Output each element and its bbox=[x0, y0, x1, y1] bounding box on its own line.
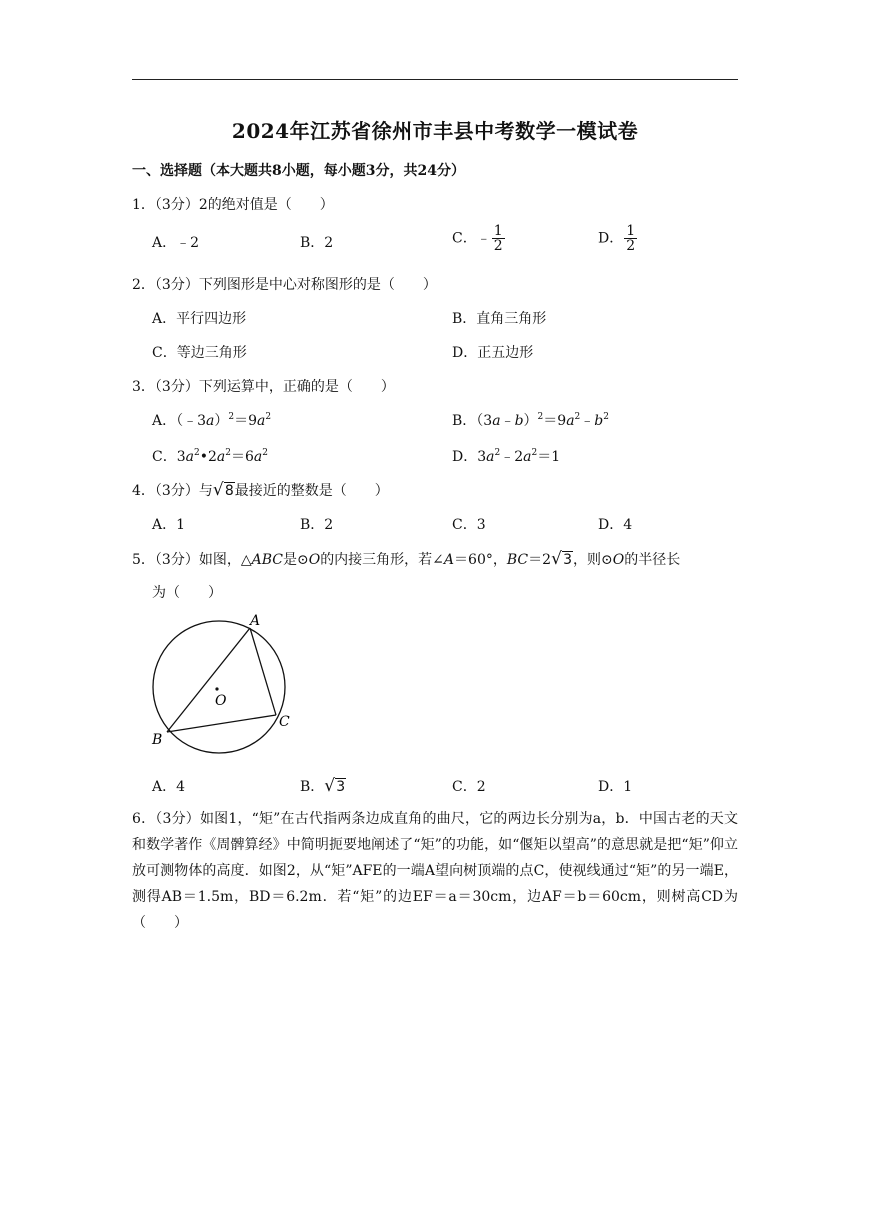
q5-var: BC bbox=[506, 552, 529, 568]
q1-option-c-label: C．﹣ bbox=[452, 230, 491, 247]
q1-option-d-label: D． bbox=[598, 230, 624, 247]
q5-option-c: C．2 bbox=[452, 779, 486, 795]
side-ab bbox=[167, 628, 250, 732]
q5-var: O bbox=[308, 552, 321, 568]
radical-sign-icon: √ bbox=[551, 549, 562, 569]
question-3-stem: 3．（3分）下列运算中，正确的是（ ） bbox=[132, 379, 395, 395]
q1-option-a: A．﹣2 bbox=[152, 235, 200, 251]
circumcircle bbox=[153, 621, 285, 753]
q4-stem-start: 4．（3分）与 bbox=[132, 483, 213, 499]
q2-option-c: C．等边三角形 bbox=[152, 345, 247, 361]
header-rule bbox=[132, 79, 738, 80]
sqrt-3 bbox=[324, 776, 346, 796]
fraction-numerator: 1 bbox=[626, 223, 636, 239]
label-o: O bbox=[215, 693, 227, 709]
fraction-denominator: 2 bbox=[493, 238, 503, 254]
q5-option-a: A．4 bbox=[152, 779, 186, 795]
q5-text: 5．（3分）如图，△ bbox=[132, 552, 252, 568]
side-bc bbox=[167, 715, 276, 732]
q4-option-c: C．3 bbox=[452, 517, 486, 533]
radicand: 8 bbox=[224, 483, 234, 499]
q1-option-c bbox=[452, 224, 506, 253]
q4-option-a: A．1 bbox=[152, 517, 186, 533]
q5-text: ，则⊙ bbox=[572, 552, 613, 568]
q5-var: ABC bbox=[251, 552, 283, 568]
q3-option-a: A．$(﹣3a)^2=9a^2$ bbox=[152, 412, 272, 429]
question-1-stem: 1．（3分）2的绝对值是（ ） bbox=[132, 197, 334, 213]
radical-sign-icon: √ bbox=[324, 776, 336, 796]
sqrt-8 bbox=[212, 480, 235, 500]
fraction-numerator: 1 bbox=[493, 223, 503, 239]
question-5-line-2: 为（ ） bbox=[152, 585, 222, 601]
radicand: 3 bbox=[563, 552, 572, 568]
question-5-line-1 bbox=[132, 549, 680, 569]
q5-option-b-label: B． bbox=[300, 779, 325, 795]
q2-option-d: D．正五边形 bbox=[452, 345, 534, 361]
circle-triangle-figure bbox=[140, 608, 310, 758]
question-6-text: 6．（3分）如图1，“矩”在古代指两条边成直角的曲尺，它的两边长分别为a，b．中国古老的天文和数学著作《周髀算经》中简明扼要地阐述了“矩”的功能，如“偃矩以望高”的意思就是把“矩”仰立放可测物体的高度．如图2，从“矩”AFE的一端A望向树顶端的点C，使视线通过“矩”的另一端E，测得AB＝1.5m，BD＝6.2m．若“矩”的边EF＝a＝30cm，边AF＝b＝60cm，则树高CD为（ ） bbox=[132, 811, 738, 931]
q1-option-d-fraction bbox=[624, 224, 637, 253]
q2-option-b: B．直角三角形 bbox=[452, 311, 547, 327]
q5-option-b bbox=[300, 776, 346, 796]
q5-text: ＝2 bbox=[528, 552, 552, 568]
question-2-stem: 2．（3分）下列图形是中心对称图形的是（ ） bbox=[132, 277, 437, 293]
q4-option-b: B．2 bbox=[300, 517, 334, 533]
q5-text: 的内接三角形，若∠ bbox=[320, 552, 444, 568]
q5-var: A bbox=[443, 552, 455, 568]
q2-option-a: A．平行四边形 bbox=[152, 311, 247, 327]
label-a: A bbox=[250, 613, 261, 629]
q1-option-b: B．2 bbox=[300, 235, 334, 251]
question-4-stem bbox=[132, 480, 389, 500]
label-c: C bbox=[279, 714, 290, 730]
q3-option-c: C．$3a^2•2a^2=6a^2$ bbox=[152, 448, 268, 465]
sqrt-3 bbox=[551, 549, 573, 569]
q5-text: 的半径长 bbox=[624, 552, 681, 568]
q5-text: 是⊙ bbox=[282, 552, 309, 568]
q4-stem-end: 最接近的整数是（ ） bbox=[234, 483, 389, 499]
section-heading: 一、选择题（本大题共8小题，每小题3分，共24分） bbox=[132, 163, 465, 179]
radicand: 3 bbox=[336, 779, 346, 795]
radical-sign-icon: √ bbox=[212, 480, 224, 500]
side-ac bbox=[250, 628, 276, 715]
q5-option-d: D．1 bbox=[598, 779, 633, 795]
q5-var: O bbox=[612, 552, 625, 568]
q3-option-b: B．$(3a﹣b)^2=9a^2﹣b^2$ bbox=[452, 412, 609, 429]
fraction-denominator: 2 bbox=[626, 238, 636, 254]
q1-option-c-fraction bbox=[492, 224, 505, 253]
q4-option-d: D．4 bbox=[598, 517, 633, 533]
center-point bbox=[215, 687, 218, 690]
q5-text: ＝60°， bbox=[454, 552, 507, 568]
page-title: 2024年江苏省徐州市丰县中考数学一模试卷 bbox=[231, 119, 639, 143]
label-b: B bbox=[152, 732, 163, 748]
q1-option-d bbox=[598, 224, 638, 253]
q3-option-d: D．$3a^2﹣2a^2=1$ bbox=[452, 448, 561, 465]
